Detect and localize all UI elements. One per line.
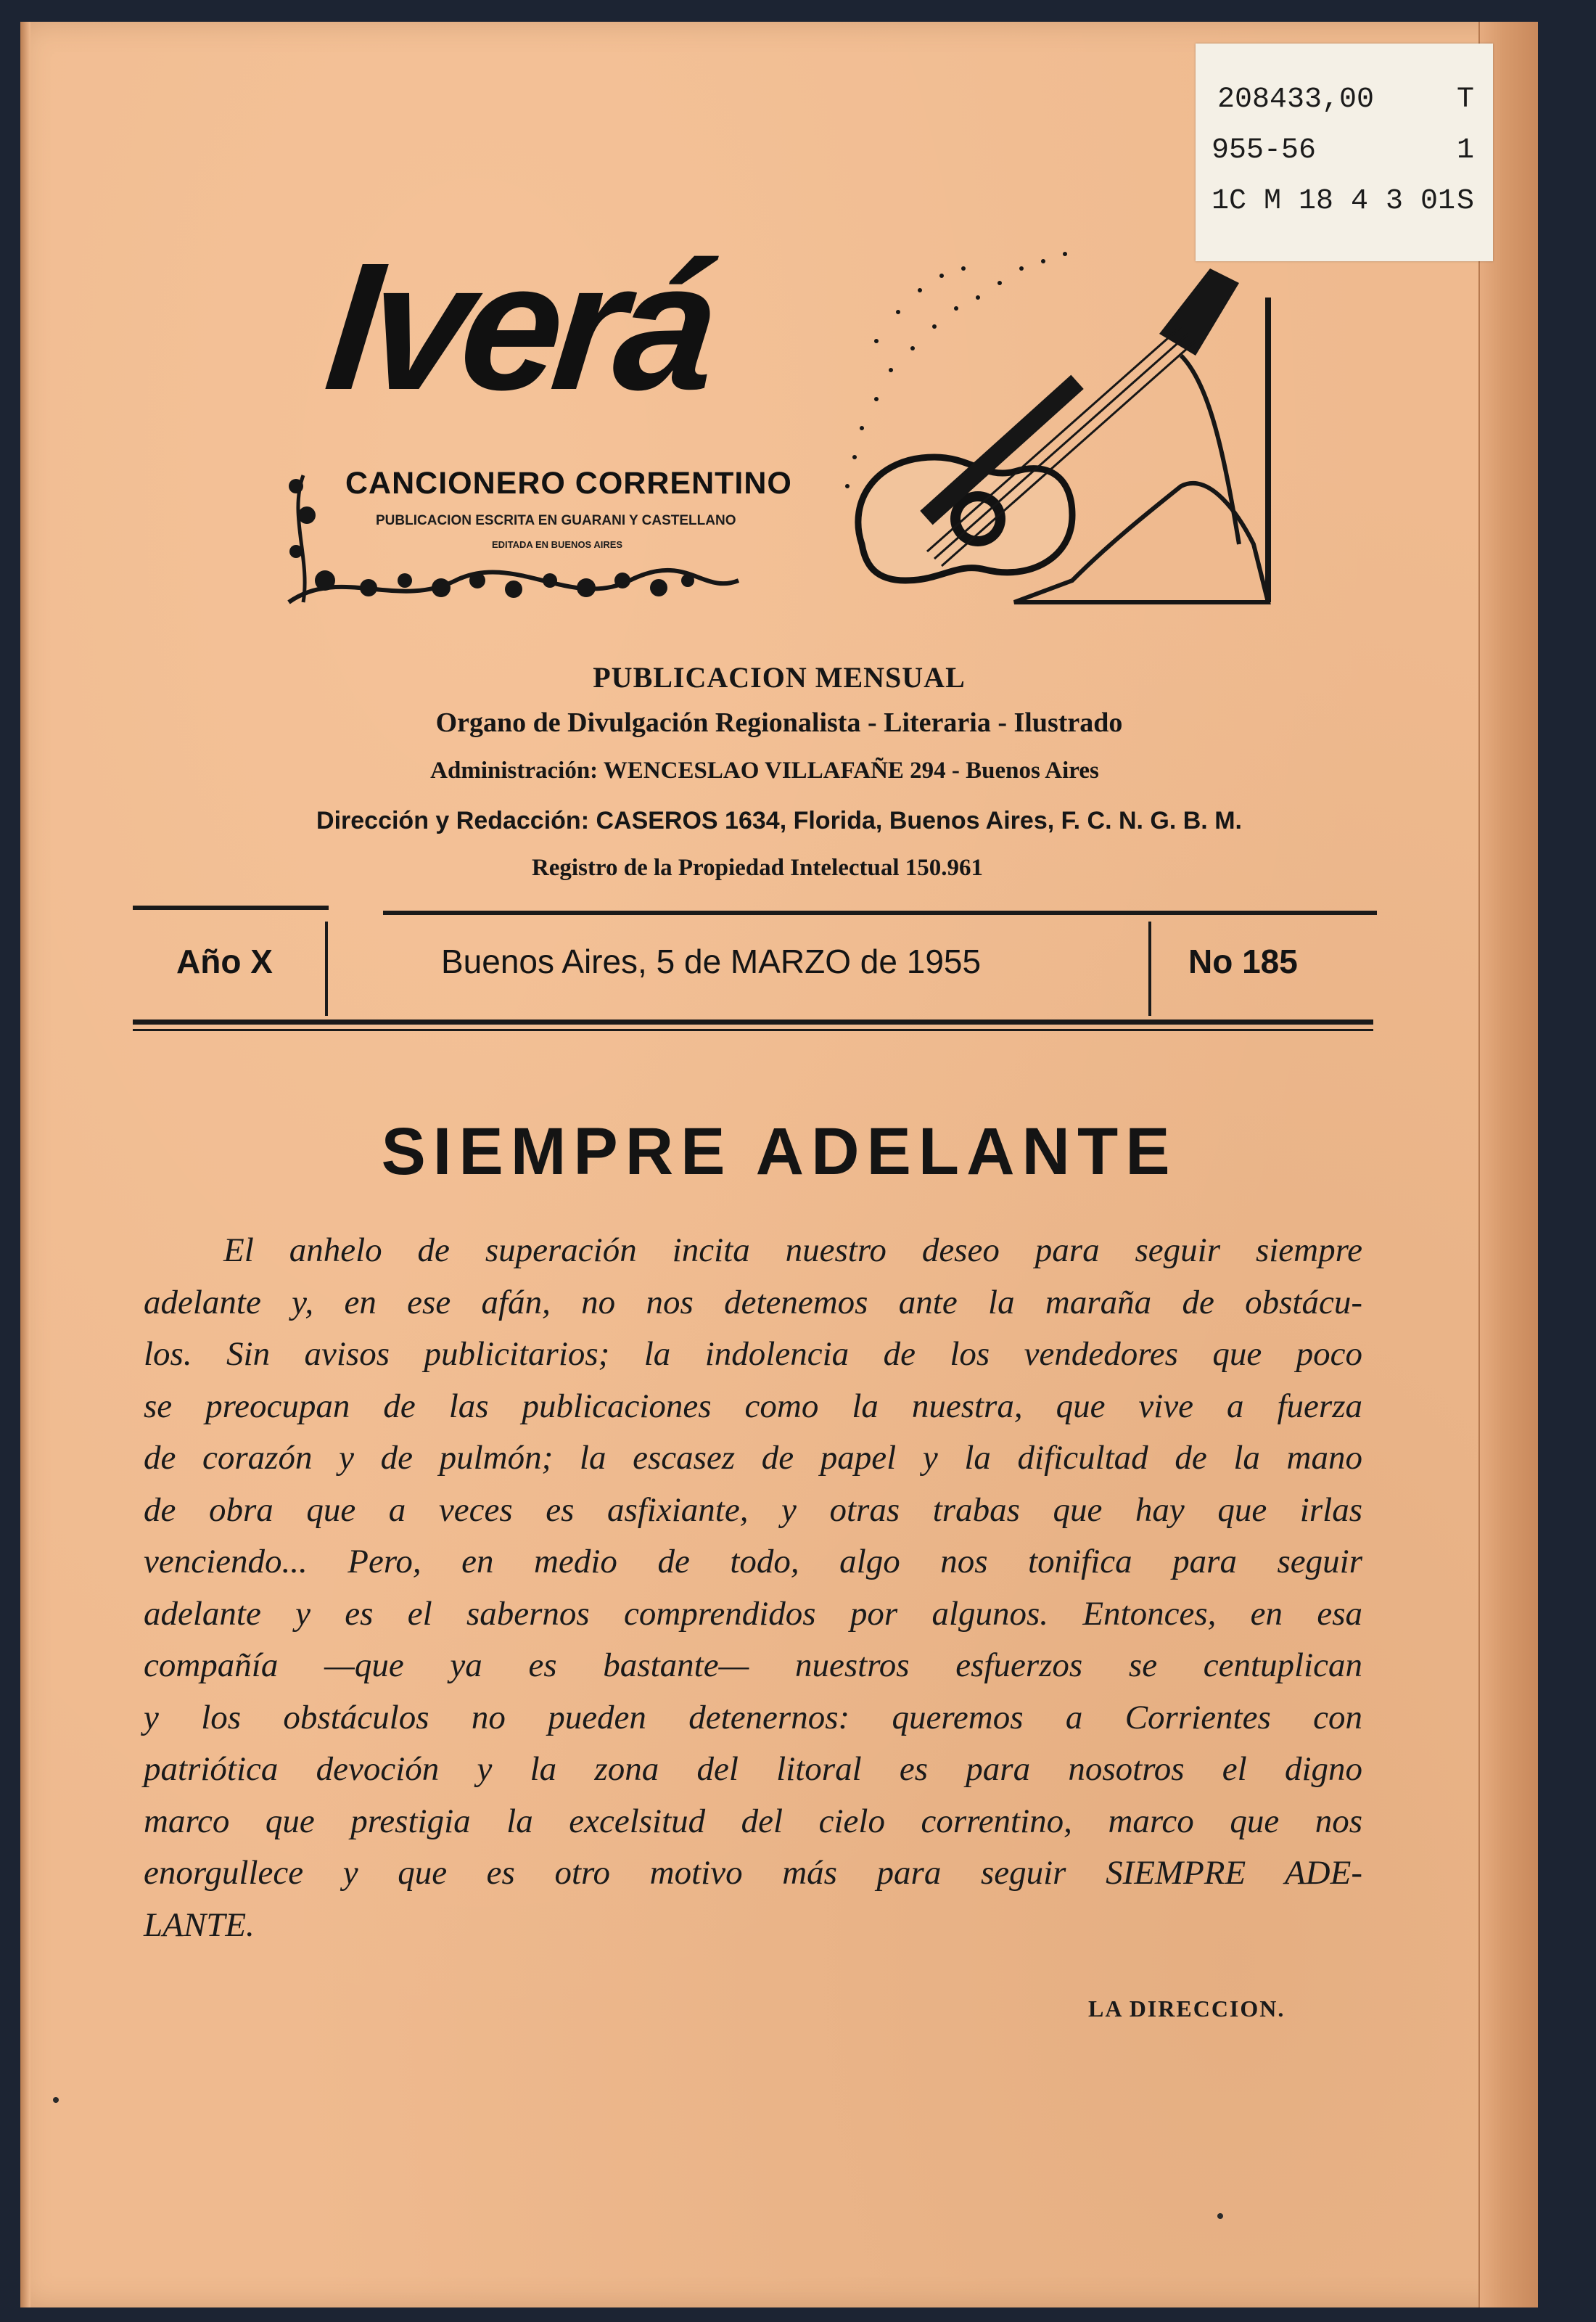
article-line: compañía —que ya es bastante— nuestros esfuerzos se centuplican — [144, 1646, 1362, 1684]
label-line-2: 955-56 — [1212, 134, 1317, 167]
article-line: y los obstáculos no pueden detenernos: queremos a Corrientes con — [144, 1698, 1362, 1736]
label-line-2-right: 1 — [1457, 134, 1475, 167]
article-line: marco que prestigia la excelsitud del cielo correntino, marco que nos — [144, 1802, 1362, 1840]
label-line-3: 1C M 18 4 3 01 — [1212, 185, 1456, 218]
article-signature: LA DIRECCION. — [1088, 1995, 1286, 2022]
library-label — [1196, 44, 1493, 261]
article-line: adelante y, en ese afán, no nos detenemos ante la maraña de obstácu- — [144, 1283, 1362, 1321]
article-line: se preocupan de las publicaciones como la nuestra, que vive a fuerza — [144, 1387, 1362, 1425]
floral-decoration — [281, 472, 746, 617]
direction-line: Dirección y Redacción: CASEROS 1634, Florida, Buenos Aires, F. C. N. G. B. M. — [316, 807, 1242, 834]
article-line: de corazón y de pulmón; la escasez de papel y la dificultad de la mano — [144, 1439, 1362, 1477]
issue-divider-right — [1148, 922, 1151, 1016]
article-body — [144, 1225, 1362, 1951]
issue-divider-left — [325, 922, 328, 1016]
article-line: enorgullece y que es otro motivo más para seguir SIEMPRE ADE- — [144, 1854, 1362, 1892]
page-speck — [1217, 2213, 1223, 2219]
rule-bottom — [133, 1020, 1373, 1025]
registry-line: Registro de la Propiedad Intelectual 150.961 — [531, 855, 984, 881]
article-title: SIEMPRE ADELANTE — [381, 1115, 1177, 1189]
rule-top-left — [133, 906, 329, 910]
label-line-3-right: S — [1457, 185, 1475, 218]
masthead-subtitle: CANCIONERO CORRENTINO — [345, 466, 792, 501]
article-line: El anhelo de superación incita nuestro deseo para seguir siempre — [223, 1231, 1362, 1269]
masthead-tagline: PUBLICACION ESCRITA EN GUARANI Y CASTELLANO — [376, 513, 736, 528]
label-line-1: 208433,00 — [1217, 83, 1375, 116]
page-speck — [53, 2097, 59, 2103]
issue-number: No 185 — [1188, 943, 1298, 980]
organ-line: Organo de Divulgación Regionalista - Literaria - Ilustrado — [435, 707, 1123, 738]
rule-bottom-thin — [133, 1029, 1373, 1031]
article-line: LANTE. — [144, 1905, 255, 1944]
masthead-edition: EDITADA EN BUENOS AIRES — [492, 539, 623, 550]
guitar-illustration — [833, 239, 1283, 617]
publication-frequency: PUBLICACION MENSUAL — [593, 661, 966, 694]
article-line: patriótica devoción y la zona del litoral es para nosotros el digno — [144, 1750, 1362, 1788]
masthead-logo — [314, 225, 880, 454]
article-line: de obra que a veces es asfixiante, y otras trabas que hay que irlas — [144, 1490, 1362, 1529]
rule-top — [383, 911, 1377, 915]
article-line: los. Sin avisos publicitarios; la indolencia de los vendedores que poco — [144, 1335, 1362, 1373]
issue-place-date: Buenos Aires, 5 de MARZO de 1955 — [441, 943, 982, 980]
logo-text: Iverá — [318, 225, 720, 427]
issue-year: Año X — [176, 943, 273, 980]
label-line-1-right: T — [1457, 83, 1475, 116]
article-line: adelante y es el sabernos comprendidos por algunos. Entonces, en esa — [144, 1594, 1362, 1633]
article-line: venciendo... Pero, en medio de todo, algo nos tonifica para seguir — [144, 1543, 1362, 1580]
administration-line: Administración: WENCESLAO VILLAFAÑE 294 - Buenos Aires — [430, 758, 1099, 784]
magazine-page — [20, 22, 1538, 2307]
